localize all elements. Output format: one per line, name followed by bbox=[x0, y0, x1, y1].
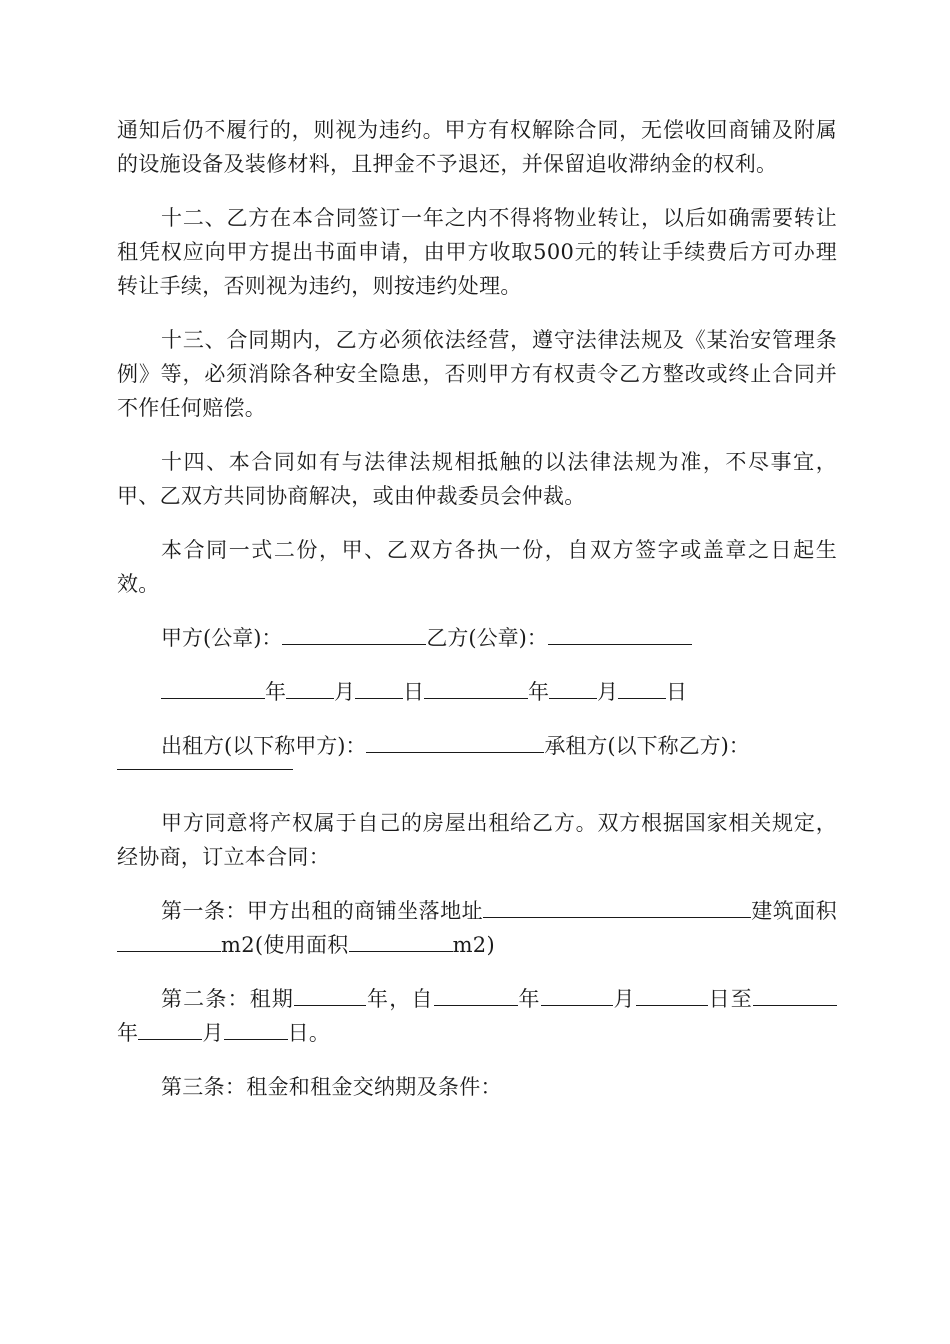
party-a-day-blank[interactable] bbox=[355, 676, 403, 699]
lessor-label: 出租方(以下称甲方)： bbox=[161, 734, 367, 758]
document-page bbox=[117, 113, 837, 1124]
start-day-blank[interactable] bbox=[636, 983, 708, 1006]
paragraph-article-1 bbox=[117, 894, 837, 962]
month-label: 月 bbox=[334, 680, 355, 704]
day-to-label: 日至 bbox=[707, 987, 753, 1011]
party-b-seal-label: 乙方(公章)： bbox=[426, 626, 548, 650]
lessor-blank[interactable] bbox=[366, 730, 544, 753]
year-label: 年 bbox=[117, 1021, 139, 1045]
end-month-blank[interactable] bbox=[138, 1017, 202, 1040]
article-1-prefix: 第一条：甲方出租的商铺坐落地址 bbox=[161, 899, 484, 923]
party-a-seal-blank[interactable] bbox=[282, 622, 426, 645]
month-label: 月 bbox=[612, 987, 636, 1011]
day-label: 日 bbox=[666, 680, 687, 704]
paragraph-clause-14: 十四、本合同如有与法律法规相抵触的以法律法规为准，不尽事宜，甲、乙双方共同协商解决，或由仲裁委员会仲裁。 bbox=[117, 450, 837, 508]
party-b-day-blank[interactable] bbox=[618, 676, 666, 699]
signature-line bbox=[117, 621, 837, 655]
paragraph-clause-13: 十三、合同期内，乙方必须依法经营，遵守法律法规及《某治安管理条例》等，必须消除各种安全隐患，否则甲方有权责令乙方整改或终止合同并不作任何赔偿。 bbox=[117, 328, 837, 420]
paragraph-clause-12: 十二、乙方在本合同签订一年之内不得将物业转让，以后如确需要转让租凭权应向甲方提出书面申请，由甲方收取500元的转让手续费后方可办理转让手续，否则视为违约，则按违约处理。 bbox=[117, 206, 837, 298]
paragraph-article-3: 第三条：租金和租金交纳期及条件： bbox=[161, 1075, 502, 1099]
unit-label: m2(使用面积 bbox=[221, 933, 349, 957]
building-area-blank[interactable] bbox=[117, 929, 221, 952]
start-month-blank[interactable] bbox=[541, 983, 613, 1006]
day-end-label: 日。 bbox=[287, 1021, 331, 1045]
paragraph-article-2 bbox=[117, 982, 837, 1050]
end-day-blank[interactable] bbox=[224, 1017, 288, 1040]
date-line bbox=[117, 675, 837, 709]
paragraph-clause-11-continued: 通知后仍不履行的，则视为违约。甲方有权解除合同，无偿收回商铺及附属的设施设备及装修材料，且押金不予退还，并保留追收滞纳金的权利。 bbox=[117, 118, 837, 176]
year-label: 年 bbox=[517, 987, 541, 1011]
year-label: 年 bbox=[265, 680, 286, 704]
article-2-prefix: 第二条：租期 bbox=[161, 987, 295, 1011]
unit-end-label: m2) bbox=[452, 933, 495, 957]
address-blank[interactable] bbox=[483, 895, 751, 918]
party-b-seal-blank[interactable] bbox=[548, 622, 692, 645]
area-label: 建筑面积 bbox=[751, 899, 838, 923]
party-b-year-blank[interactable] bbox=[424, 676, 528, 699]
month-label: 月 bbox=[597, 680, 618, 704]
party-a-seal-label: 甲方(公章)： bbox=[161, 626, 283, 650]
term-years-blank[interactable] bbox=[294, 983, 366, 1006]
lessee-label: 承租方(以下称乙方)： bbox=[544, 734, 750, 758]
party-a-month-blank[interactable] bbox=[286, 676, 334, 699]
paragraph-intro: 甲方同意将产权属于自己的房屋出租给乙方。双方根据国家相关规定，经协商，订立本合同： bbox=[117, 811, 837, 869]
day-label: 日 bbox=[403, 680, 424, 704]
start-year-blank[interactable] bbox=[434, 983, 518, 1006]
usable-area-blank[interactable] bbox=[349, 929, 453, 952]
party-b-month-blank[interactable] bbox=[549, 676, 597, 699]
year-label: 年 bbox=[528, 680, 549, 704]
paragraph-copies: 本合同一式二份，甲、乙双方各执一份，自双方签字或盖章之日起生效。 bbox=[117, 538, 837, 596]
year-from-label: 年，自 bbox=[366, 987, 434, 1011]
end-year-blank[interactable] bbox=[753, 983, 837, 1006]
parties-line bbox=[117, 729, 837, 763]
month-label: 月 bbox=[202, 1021, 224, 1045]
party-a-year-blank[interactable] bbox=[161, 676, 265, 699]
